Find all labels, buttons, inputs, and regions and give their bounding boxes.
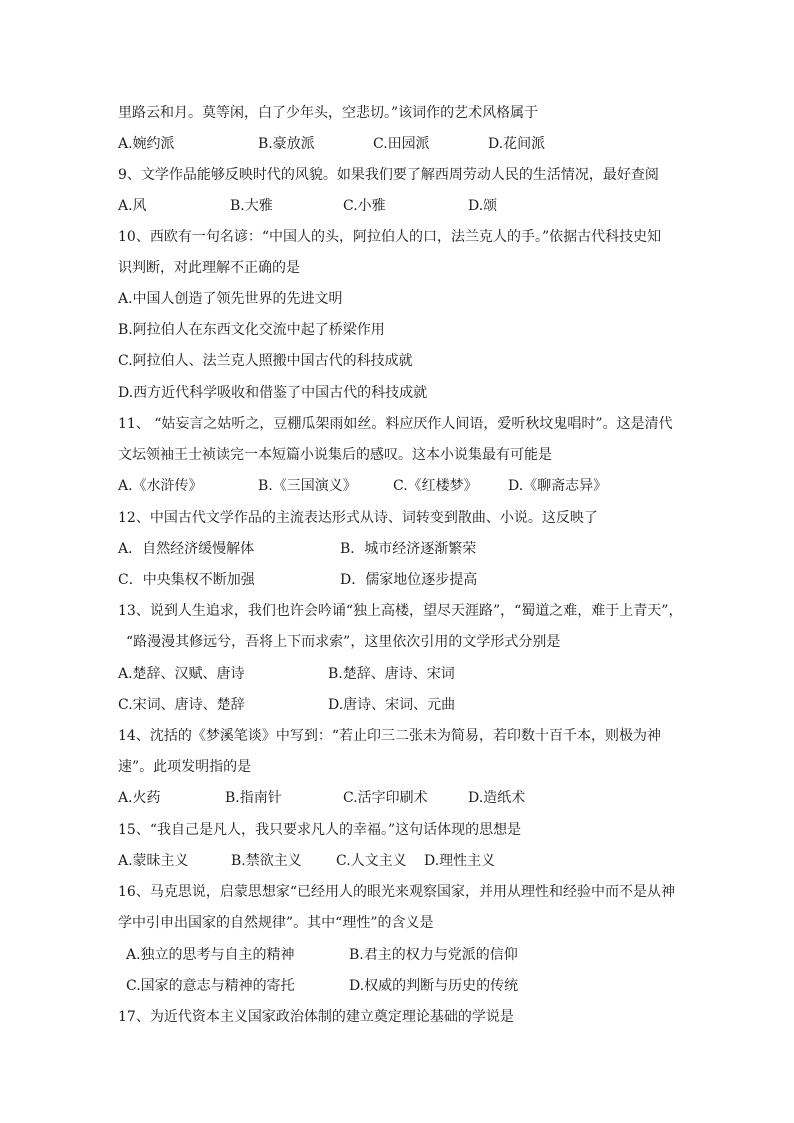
- q14-option-a: A.火药: [118, 790, 161, 806]
- q9-option-d: D.颂: [468, 198, 498, 214]
- q10-option-a: A.中国人创造了领先世界的先进文明: [118, 291, 343, 307]
- q13-option-b: B.楚辞、唐诗、宋词: [328, 666, 455, 682]
- q8-stem-continuation: 里路云和月。莫等闲，白了少年头，空悲切。”该词作的艺术风格属于: [118, 105, 539, 121]
- q11-option-c: C.《红楼梦》: [393, 478, 478, 494]
- q14-option-d: D.造纸术: [468, 790, 526, 806]
- q11-option-b: B.《三国演义》: [258, 478, 357, 494]
- q10-option-d: D.西方近代科学吸收和借鉴了中国古代的科技成就: [118, 385, 428, 401]
- q12-option-a: A．自然经济缓慢解体: [118, 541, 255, 557]
- q13-stem-line2: “路漫漫其修远兮，吾将上下而求索”，这里依次引用的文学形式分别是: [126, 634, 561, 650]
- q9-stem: 9、文学作品能够反映时代的风貌。如果我们要了解西周劳动人民的生活情况，最好查阅: [118, 167, 659, 183]
- q13-stem-line1: 13、说到人生追求，我们也许会吟诵“独上高楼，望尽天涯路”，“蜀道之难，难于上青天”，: [118, 603, 683, 619]
- q16-option-b: B.君主的权力与党派的信仰: [349, 947, 518, 963]
- q10-option-b: B.阿拉伯人在东西文化交流中起了桥梁作用: [118, 322, 385, 338]
- q10-stem-line2: 识判断，对此理解不正确的是: [118, 260, 300, 276]
- q11-stem-line1: 11、 “姑妄言之姑听之，豆棚瓜架雨如丝。料应厌作人间语，爱听秋坟鬼唱时”。这是清代: [118, 416, 673, 432]
- q8-option-a: A.婉约派: [118, 136, 175, 152]
- q13-option-c: C.宋词、唐诗、楚辞: [118, 697, 245, 713]
- q9-option-a: A.风: [118, 198, 147, 214]
- q15-option-a: A.蒙昧主义: [118, 853, 189, 869]
- q9-option-b: B.大雅: [230, 198, 273, 214]
- q13-option-d: D.唐诗、宋词、元曲: [328, 697, 456, 713]
- q16-option-d: D.权威的判断与历史的传统: [349, 978, 519, 994]
- q11-option-d: D.《聊斋志异》: [508, 478, 608, 494]
- q12-option-d: D．儒家地位逐步提高: [340, 572, 478, 588]
- q14-stem-line1: 14、沈括的《梦溪笔谈》中写到：“若止印三二张未为简易，若印数十百千本，则极为神: [118, 728, 661, 744]
- q11-stem-line2: 文坛领袖王士祯读完一本短篇小说集后的感叹。这本小说集最有可能是: [118, 447, 552, 463]
- q8-option-c: C.田园派: [373, 136, 430, 152]
- q14-option-b: B.指南针: [225, 790, 282, 806]
- q16-option-a: A.独立的思考与自主的精神: [126, 947, 295, 963]
- q8-option-d: D.花间派: [488, 136, 546, 152]
- q15-option-c: C.人文主义: [336, 853, 407, 869]
- q15-option-b: B.禁欲主义: [231, 853, 302, 869]
- q13-option-a: A.楚辞、汉赋、唐诗: [118, 666, 245, 682]
- q14-stem-line2: 速”。此项发明指的是: [118, 759, 252, 775]
- q10-option-c: C.阿拉伯人、法兰克人照搬中国古代的科技成就: [118, 353, 413, 369]
- q10-stem-line1: 10、西欧有一句名谚：“中国人的头，阿拉伯人的口，法兰克人的手。”依据古代科技史知: [118, 229, 662, 245]
- q16-option-c: C.国家的意志与精神的寄托: [126, 978, 295, 994]
- q17-stem: 17、为近代资本主义国家政治体制的建立奠定理论基础的学说是: [118, 1009, 514, 1025]
- q12-option-b: B．城市经济逐渐繁荣: [340, 541, 477, 557]
- q16-stem-line1: 16、马克思说，启蒙思想家“已经用人的眼光来观察国家，并用从理性和经验中而不是从神: [118, 884, 675, 900]
- q14-option-c: C.活字印刷术: [343, 790, 428, 806]
- q9-option-c: C.小雅: [343, 198, 386, 214]
- q15-option-d: D.理性主义: [424, 853, 496, 869]
- q11-option-a: A.《水浒传》: [118, 478, 203, 494]
- q8-option-b: B.豪放派: [258, 136, 315, 152]
- q15-stem: 15、“我自己是凡人，我只要求凡人的幸福。”这句话体现的思想是: [118, 822, 522, 838]
- q12-stem: 12、中国古代文学作品的主流表达形式从诗、词转变到散曲、小说。这反映了: [118, 510, 598, 526]
- q12-option-c: C．中央集权不断加强: [118, 572, 255, 588]
- q16-stem-line2: 学中引申出国家的自然规律”。其中“理性”的含义是: [118, 915, 434, 931]
